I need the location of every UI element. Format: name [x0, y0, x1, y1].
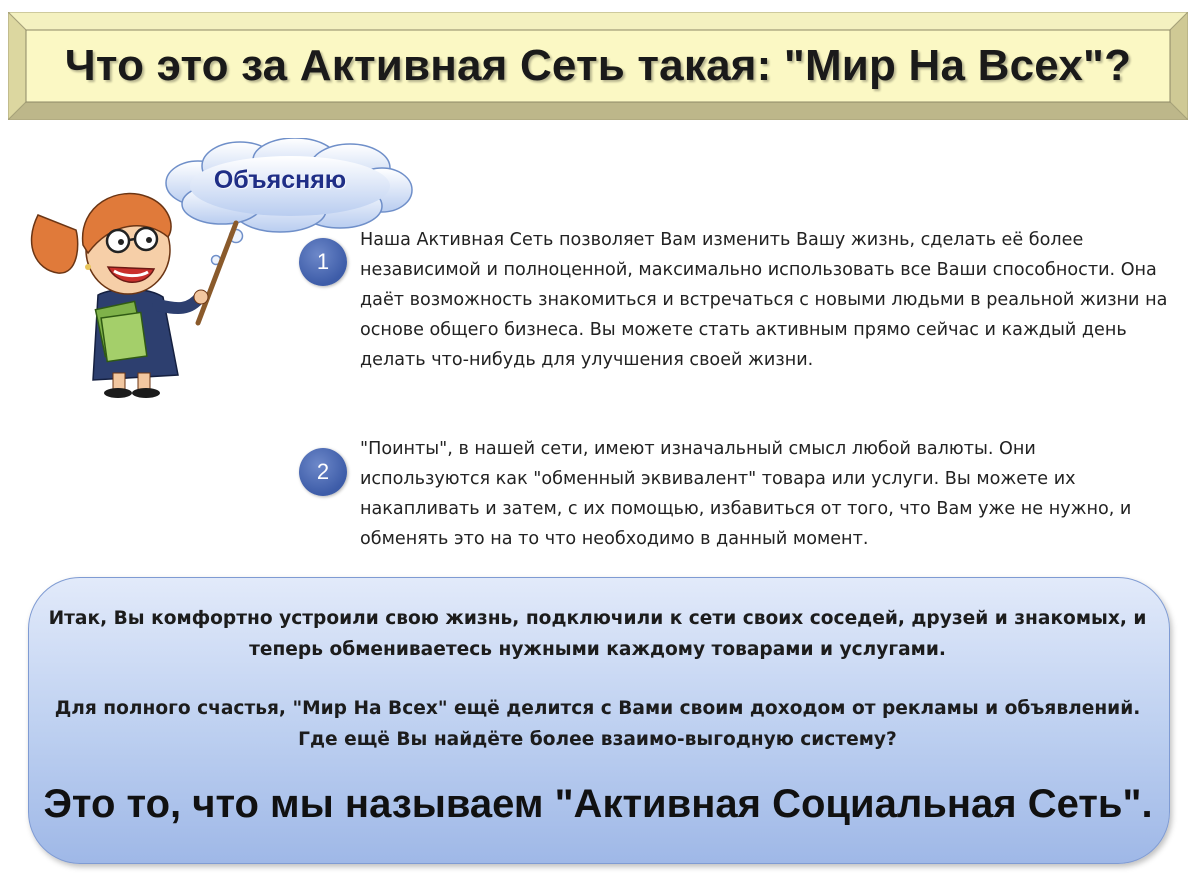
page-title: Что это за Активная Сеть такая: "Мир На Всех"?: [64, 41, 1132, 90]
summary-paragraph: Итак, Вы комфортно устроили свою жизнь, подключили к сети своих соседей, друзей и знакомых, и теперь обмениваетесь нужными каждому товарами и услугами.: [48, 608, 1147, 660]
item-text: Наша Активная Сеть позволяет Вам изменить Вашу жизнь, сделать её более независимой и полноценной, максимально использовать все Ваши способности. Она даёт возможность знакомиться и встречаться с новыми людьми в реальной жизни на основе общего бизнеса. Вы можете стать активным прямо сейчас и каждый день делать что-нибудь для улучшения своей жизни.: [360, 230, 1168, 370]
summary-conclusion: Это то, что мы называем "Активная Социальная Сеть".: [43, 782, 1153, 826]
title-banner: [8, 12, 1188, 120]
item-number-badge: 1: [299, 238, 347, 286]
summary-paragraph: Для полного счастья, "Мир На Всех" ещё делится с Вами своим доходом от рекламы и объявлений. Где ещё Вы найдёте более взаимо-выгодную систему?: [54, 698, 1141, 750]
item-number-badge: 2: [299, 448, 347, 496]
cloud-label: Объясняю: [213, 165, 347, 194]
teacher-illustration: [18, 175, 248, 400]
item-text: "Поинты", в нашей сети, имеют изначальный смысл любой валюты. Они используются как "обменный эквивалент" товара или услуги. Вы можете их накапливать и затем, с их помощью, избавиться от того, что Вам уже не нужно, и обменять это на то что необходимо в данный момент.: [360, 439, 1132, 549]
